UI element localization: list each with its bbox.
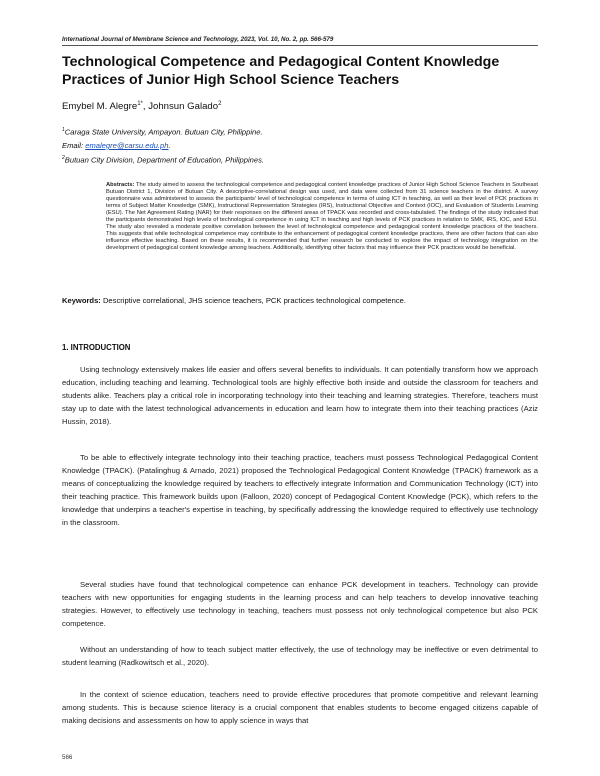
abstract-label: Abstracts: bbox=[106, 182, 135, 188]
article-title: Technological Competence and Pedagogical Content Knowledge Practices of Junior High School Science Teachers bbox=[62, 54, 500, 88]
intro-paragraph-4: Without an understanding of how to teach subject matter effectively, the use of technology may be ineffective or even detrimental to student learning (Radkowitsch et al., 2020). bbox=[62, 645, 538, 667]
page-number: 566 bbox=[62, 754, 73, 761]
journal-header: International Journal of Membrane Science and Technology, 2023, Vol. 10, No. 2, pp. 566-579 bbox=[62, 36, 334, 43]
header-rule bbox=[62, 45, 538, 46]
intro-paragraph-1: Using technology extensively makes life easier and offers several benefits to individuals. It can potentially transform how we approach education, including teaching and learning. Technological tools are highly effective both inside and outside the classroom for teachers and students alike. Teachers play a critical role in incorporating technology into their teaching and learning strategies. Therefore, teachers must stay up to date with the latest technological advancements in education and learn how to integrate them into their teaching practices (Aziz Hussin, 2018). bbox=[62, 365, 538, 426]
author-line bbox=[62, 101, 221, 112]
author-1-name: Emybel M. Alegre bbox=[62, 101, 138, 113]
email-label: Email: bbox=[62, 141, 86, 150]
author-1-sup: 1* bbox=[137, 101, 143, 107]
affiliation-1-sup: 1 bbox=[62, 127, 65, 133]
intro-paragraph-3: Several studies have found that technological competence can enhance PCK development in teachers. Technology can provide teachers with new opportunities for engaging students in the learning process and can help teachers to develop innovative teaching strategies. However, to effectively use technology in teaching, teachers must possess not only technological competence but also PCK competence. bbox=[62, 580, 538, 628]
author-2-name: Johnsun Galado bbox=[148, 101, 219, 113]
affiliation-1 bbox=[62, 127, 542, 137]
abstract-text: The study aimed to assess the technological competence and pedagogical content knowledge practices of Junior High School Science Teachers in Southeast Butuan District 1, Division of Butuan City. A descriptive-correlational design was used, and data were collected from 31 science teachers in the district. A survey questionnaire was administered to assess the participants' level of technological competence in terms of using ICT in teaching, as well as their level of PCK practices in terms of Subject Matter Knowledge (SMK), Instructional Representation Strategies (IRS), Instructional Objective and Context (IOC), and Evaluation of Students Learning (ESU). The Net Agreement Rating (NAR) for their responses on the different areas of TPACK was recorded and cross-tabulated. The findings of the study indicated that the participants demonstrated high levels of technological competence in using ICT in teaching and high levels of PCK practices in relation to SMK, IRS, IOC, and ESU. The study also revealed a moderate positive correlation between the level of technological competence and pedagogical content knowledge practices of the teachers. This suggests that while technological competence may contribute to the enhancement of pedagogical content knowledge practices, there are other factors that can also influence effective teaching. Based on these results, it is recommended that further research be conducted to explore the impact of technology integration on the development of pedagogical content knowledge among teachers. Additionally, identifying other factors that may influence their PCK practices would be beneficial. bbox=[106, 182, 538, 252]
keywords-text: Descriptive correlational, JHS science teachers, PCK practices technological competence. bbox=[100, 296, 406, 305]
affiliation-2-sup: 2 bbox=[62, 155, 65, 161]
email-line bbox=[62, 141, 542, 150]
affiliation-2 bbox=[62, 155, 542, 165]
abstract bbox=[106, 182, 538, 252]
keywords-label: Keywords: bbox=[62, 296, 101, 305]
affiliation-1-text: Caraga State University, Ampayon. Butuan City, Philippine. bbox=[64, 127, 263, 137]
email-end: . bbox=[168, 141, 171, 150]
section-heading-introduction: 1. INTRODUCTION bbox=[62, 343, 131, 352]
affiliation-2-text: Butuan City Division, Department of Education, Philippines. bbox=[64, 155, 265, 165]
author-separator: , bbox=[142, 101, 149, 113]
keywords bbox=[62, 296, 542, 305]
intro-paragraph-2: To be able to effectively integrate technology into their teaching practice, teachers must possess Technological Pedagogical Content Knowledge (TPACK). (Patalinghug & Arnado, 2021) proposed the Technological Pedagogical Content Knowledge (TPACK) framework as a means of conceptualizing the knowledge required by teachers to effectively integrate Information and Communication Technology (ICT) into their teaching practice. This framework builds upon (Falloon, 2020) concept of Pedagogical Content Knowledge (PCK), which refers to the knowledge that underpins a teacher's expertise in teaching, by specifically addressing the knowledge required to effectively use technology in the classroom. bbox=[62, 453, 538, 527]
email-link[interactable]: emalegre@carsu.edu.ph bbox=[85, 141, 169, 150]
intro-paragraph-5: In the context of science education, teachers need to provide effective procedures that promote competitive and relevant learning among students. This is because science literacy is a crucial component that enables students to become engaged citizens capable of making decisions and assessments on how to apply science in ways that bbox=[62, 690, 538, 725]
author-2-sup: 2 bbox=[218, 101, 222, 107]
